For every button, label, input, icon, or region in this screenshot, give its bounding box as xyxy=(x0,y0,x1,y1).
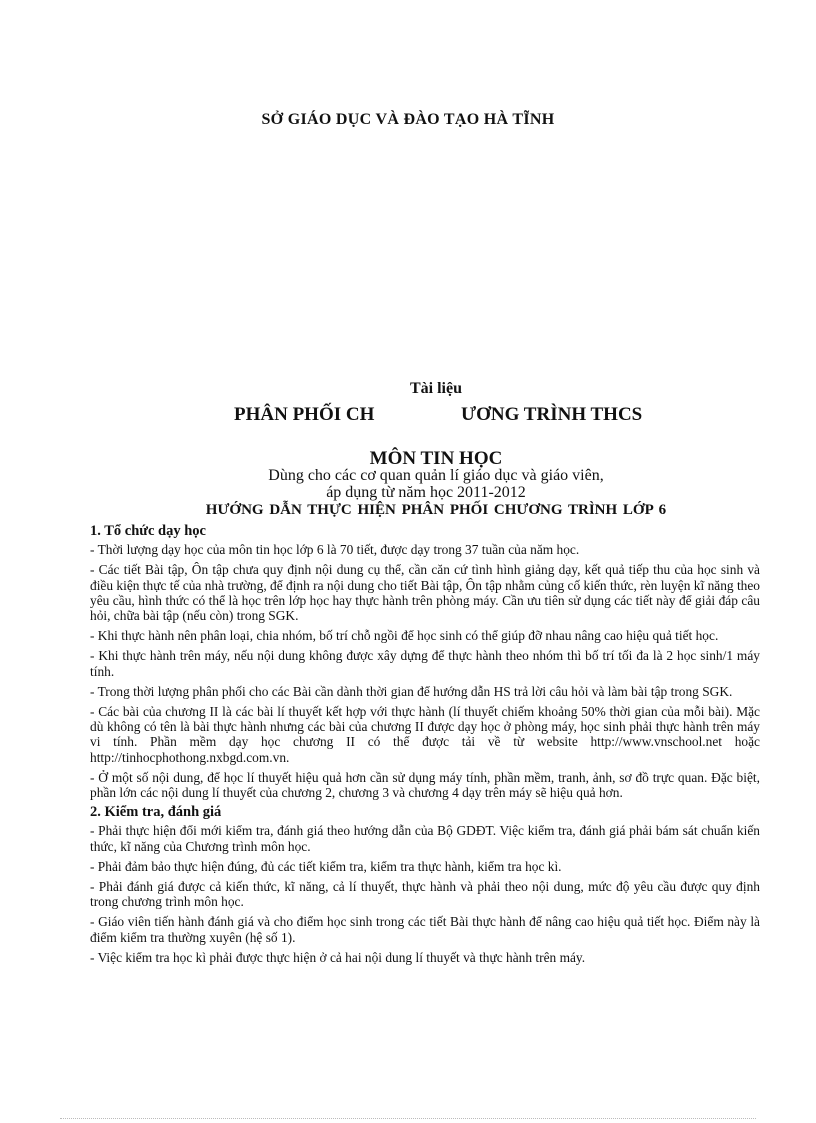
document-body xyxy=(90,522,760,970)
organization-heading: SỞ GIÁO DỤC VÀ ĐÀO TẠO HÀ TĨNH xyxy=(261,111,555,128)
usage-line-1: Dùng cho các cơ quan quản lí giáo dục và giáo viên, xyxy=(268,467,604,484)
paragraph: - Khi thực hành trên máy, nếu nội dung không được xây dựng để thực hành theo nhóm thì bố trí tối đa là 2 học sinh/1 máy tính. xyxy=(90,648,760,679)
guide-title: HƯỚNG DẪN THỰC HIỆN PHÂN PHỐI CHƯƠNG TRÌNH LỚP 6 xyxy=(205,502,667,518)
paragraph: - Phải đánh giá được cả kiến thức, kĩ năng, cả lí thuyết, thực hành và phải theo nội dung, mức độ yêu cầu được quy định trong chương trình môn học. xyxy=(90,879,760,910)
paragraph: - Phải thực hiện đổi mới kiểm tra, đánh giá theo hướng dẫn của Bộ GDĐT. Việc kiểm tra, đánh giá phải bám sát chuẩn kiến thức, kĩ năng của Chương trình môn học. xyxy=(90,823,760,854)
paragraph: - Trong thời lượng phân phối cho các Bài cần dành thời gian để hướng dẫn HS trả lời câu hỏi và làm bài tập trong SGK. xyxy=(90,683,733,699)
document-title-part2: ƯƠNG TRÌNH THCS xyxy=(461,404,643,425)
usage-line-2: áp dụng từ năm học 2011-2012 xyxy=(326,484,526,501)
paragraph: - Việc kiểm tra học kì phải được thực hiện ở cả hai nội dung lí thuyết và thực hành trên máy. xyxy=(90,949,586,965)
page-bottom-divider xyxy=(60,1118,756,1119)
paragraph: - Khi thực hành nên phân loại, chia nhóm, bố trí chỗ ngồi để học sinh có thể giúp đỡ nhau nâng cao hiệu quả tiết học. xyxy=(90,628,719,644)
subject-title: MÔN TIN HỌC xyxy=(369,448,503,469)
paragraph: - Thời lượng dạy học của môn tin học lớp 6 là 70 tiết, được dạy trong 37 tuần của năm học. xyxy=(90,542,580,558)
section-heading: 1. Tổ chức dạy học xyxy=(90,523,206,539)
document-title-part1: PHÂN PHỐI CH xyxy=(234,404,375,425)
paragraph: - Các bài của chương II là các bài lí thuyết kết hợp với thực hành (lí thuyết chiếm khoảng 50% thời gian của mỗi bài). Mặc dù không có tên là bài thực hành nhưng các bài của chương II được dạy học ở phòng máy, học sinh phải thực hành trên máy vi tính. Phần mềm dạy học chương II có thể được tải về từ website http://www.vnschool.net hoặc http://tinhocphothong.nxbgd.com.vn. xyxy=(90,704,760,765)
paragraph: - Phải đảm bảo thực hiện đúng, đủ các tiết kiểm tra, kiểm tra thực hành, kiểm tra học kì. xyxy=(90,858,562,874)
paragraph: - Giáo viên tiến hành đánh giá và cho điểm học sinh trong các tiết Bài thực hành để nâng cao hiệu quả tiết học. Điểm này là điểm kiểm tra thường xuyên (hệ số 1). xyxy=(90,914,760,945)
paragraph: - Các tiết Bài tập, Ôn tập chưa quy định nội dung cụ thể, cần căn cứ tình hình giảng dạy, kết quả tiếp thu của học sinh và điều kiện thực tế của nhà trường, để định ra nội dung cho tiết Bài tập, Ôn tập nhằm củng cố kiến thức, rèn luyện kĩ năng theo yêu cầu, hình thức có thể là học trên lớp học hay thực hành trên phòng máy. Cần ưu tiên sử dụng các tiết này để giải đáp câu hỏi, chữa bài tập (nếu còn) trong SGK. xyxy=(90,562,760,624)
document-label: Tài liệu xyxy=(409,380,462,397)
paragraph: - Ở một số nội dung, để học lí thuyết hiệu quả hơn cần sử dụng máy tính, phần mềm, tranh, ảnh, sơ đồ trực quan. Đặc biệt, phần lớn các nội dung lí thuyết của chương 2, chương 3 và chương 4 dạy trên máy sẽ hiệu quả hơn. xyxy=(90,769,760,801)
section-heading: 2. Kiểm tra, đánh giá xyxy=(90,804,222,821)
